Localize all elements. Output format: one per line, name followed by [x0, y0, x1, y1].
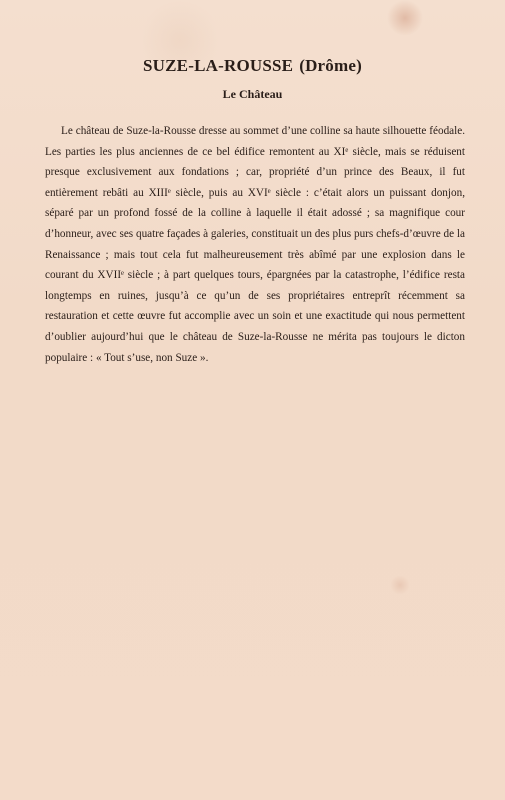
title-place: SUZE-LA-ROUSSE: [143, 56, 294, 75]
body-paragraph: Le château de Suze-la-Rousse dresse au sommet d’une colline sa haute silhouette féodale. Les parties les plus anciennes de ce bel édifice remontent au XIᵉ siècle, mais se réduisent presque exclusivement aux fondations ; car, propriété d’un prince des Beaux, il fut entièrement rebâti au XIIIᵉ siècle, puis au XVIᵉ siècle : c’était alors un puissant donjon, séparé par un profond fossé de la colline à laquelle il était adossé ; sa magnifique cour d’honneur, avec ses quatre façades à galeries, constituait un des plus purs chefs-d’œuvre de la Renaissance ; mais tout cela fut malheureusement très abîmé par une explosion dans le courant du XVIIᵉ siècle ; à part quelques tours, épargnées par la catastrophe, l’édifice resta longtemps en ruines, jusqu’à ce qu’un de ses propriétaires entreprît récemment sa restauration et cette œuvre fut accomplie avec un soin et une exactitude qui nous permettent d’oublier aujourd’hui que le château de Suze-la-Rousse ne mérita pas toujours le dicton populaire : « Tout s’use, non Suze ».: [45, 125, 465, 364]
document-title: [0, 56, 505, 76]
document-subtitle: Le Château: [222, 87, 283, 101]
title-region: (Drôme): [299, 56, 362, 75]
